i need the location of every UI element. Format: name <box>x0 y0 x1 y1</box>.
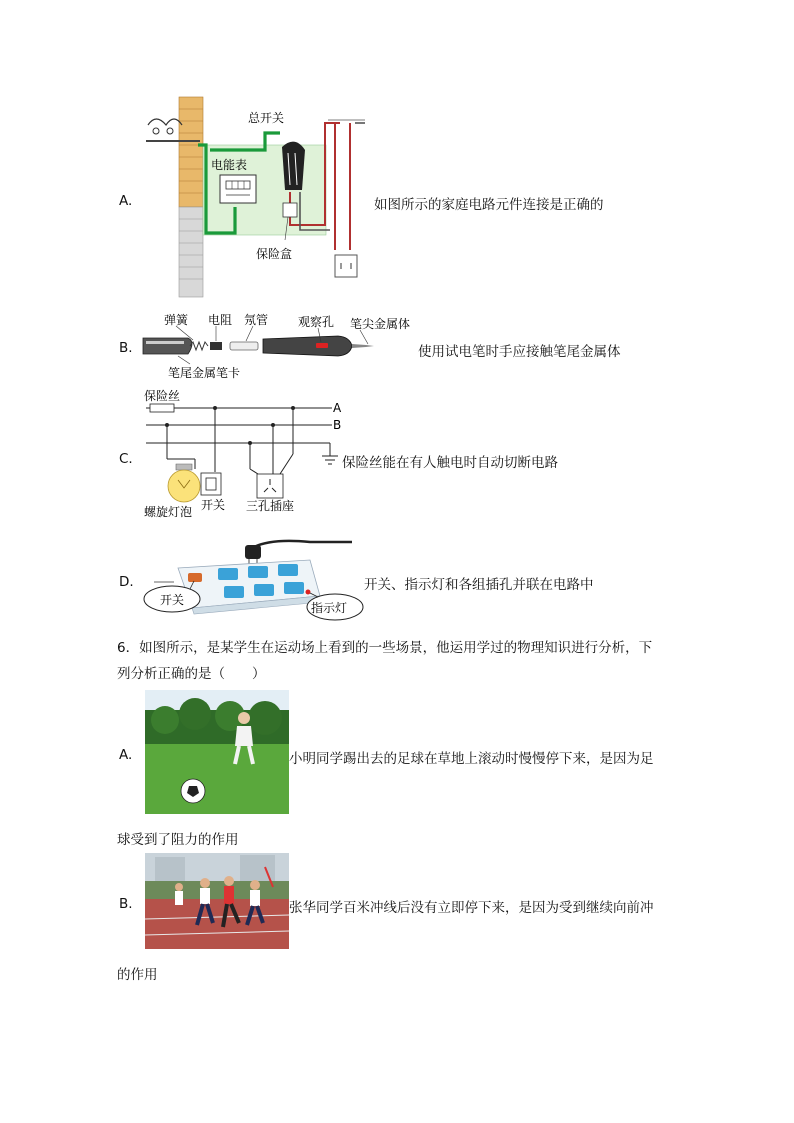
q6-option-b-letter: B. <box>119 896 133 912</box>
socket-shape <box>335 255 357 277</box>
label-window: 观察孔 <box>298 315 335 329</box>
label-spring: 弹簧 <box>164 313 189 327</box>
wiring-diagram <box>140 384 345 519</box>
option-d-letter: D. <box>119 574 134 590</box>
fuse-box-shape <box>283 203 297 217</box>
option-a-text: 如图所示的家庭电路元件连接是正确的 <box>374 197 604 213</box>
q6-stem-line1: 6．如图所示，是某学生在运动场上看到的一些场景，他运用学过的物理知识进行分析，下 <box>117 640 653 656</box>
label-bulb: 螺旋灯泡 <box>144 505 193 519</box>
option-c-text: 保险丝能在有人触电时自动切断电路 <box>342 455 558 471</box>
brick-wall <box>179 97 203 207</box>
test-pen-diagram <box>138 306 423 382</box>
household-circuit-diagram <box>140 95 390 300</box>
football-photo <box>145 690 289 814</box>
label-indicator: 指示灯 <box>311 601 348 615</box>
option-b-letter: B. <box>119 340 133 356</box>
label-fuse: 保险丝 <box>144 389 181 403</box>
option-b-text: 使用试电笔时手应接触笔尾金属体 <box>418 344 621 360</box>
label-meter: 电能表 <box>211 158 248 172</box>
q6-option-a-line1: 小明同学踢出去的足球在草地上滚动时慢慢停下来，是因为足 <box>289 751 654 767</box>
option-d-text: 开关、指示灯和各组插孔并联在电路中 <box>364 577 594 593</box>
label-main-switch: 总开关 <box>248 111 285 125</box>
strip-switch <box>188 573 202 582</box>
switch-box <box>201 473 221 495</box>
q6-option-a-line2: 球受到了阻力的作用 <box>117 832 239 848</box>
q6-option-b-line2: 的作用 <box>117 967 158 983</box>
label-line-b: B <box>333 418 342 432</box>
label-clip: 笔尾金属笔卡 <box>168 366 241 380</box>
label-resistor: 电阻 <box>208 313 233 327</box>
label-tip: 笔尖金属体 <box>350 317 411 331</box>
label-socket: 三孔插座 <box>246 499 295 513</box>
main-switch-body <box>282 142 305 190</box>
q6-option-a-letter: A. <box>119 747 133 763</box>
label-line-a: A <box>333 401 342 415</box>
label-fuse-box: 保险盒 <box>256 247 293 261</box>
label-switch: 开关 <box>201 498 226 512</box>
label-strip-switch: 开关 <box>160 593 185 607</box>
power-strip-diagram <box>140 530 365 622</box>
q6-stem-line2: 列分析正确的是（ ） <box>117 666 266 682</box>
three-pin-socket <box>257 474 283 498</box>
label-neon: 氖管 <box>244 313 269 327</box>
sprint-photo <box>145 853 289 949</box>
bulb-shape <box>168 470 200 502</box>
q6-option-b-line1: 张华同学百米冲线后没有立即停下来，是因为受到继续向前冲 <box>289 900 654 916</box>
option-a-letter: A. <box>119 193 133 209</box>
option-c-letter: C. <box>119 451 133 467</box>
